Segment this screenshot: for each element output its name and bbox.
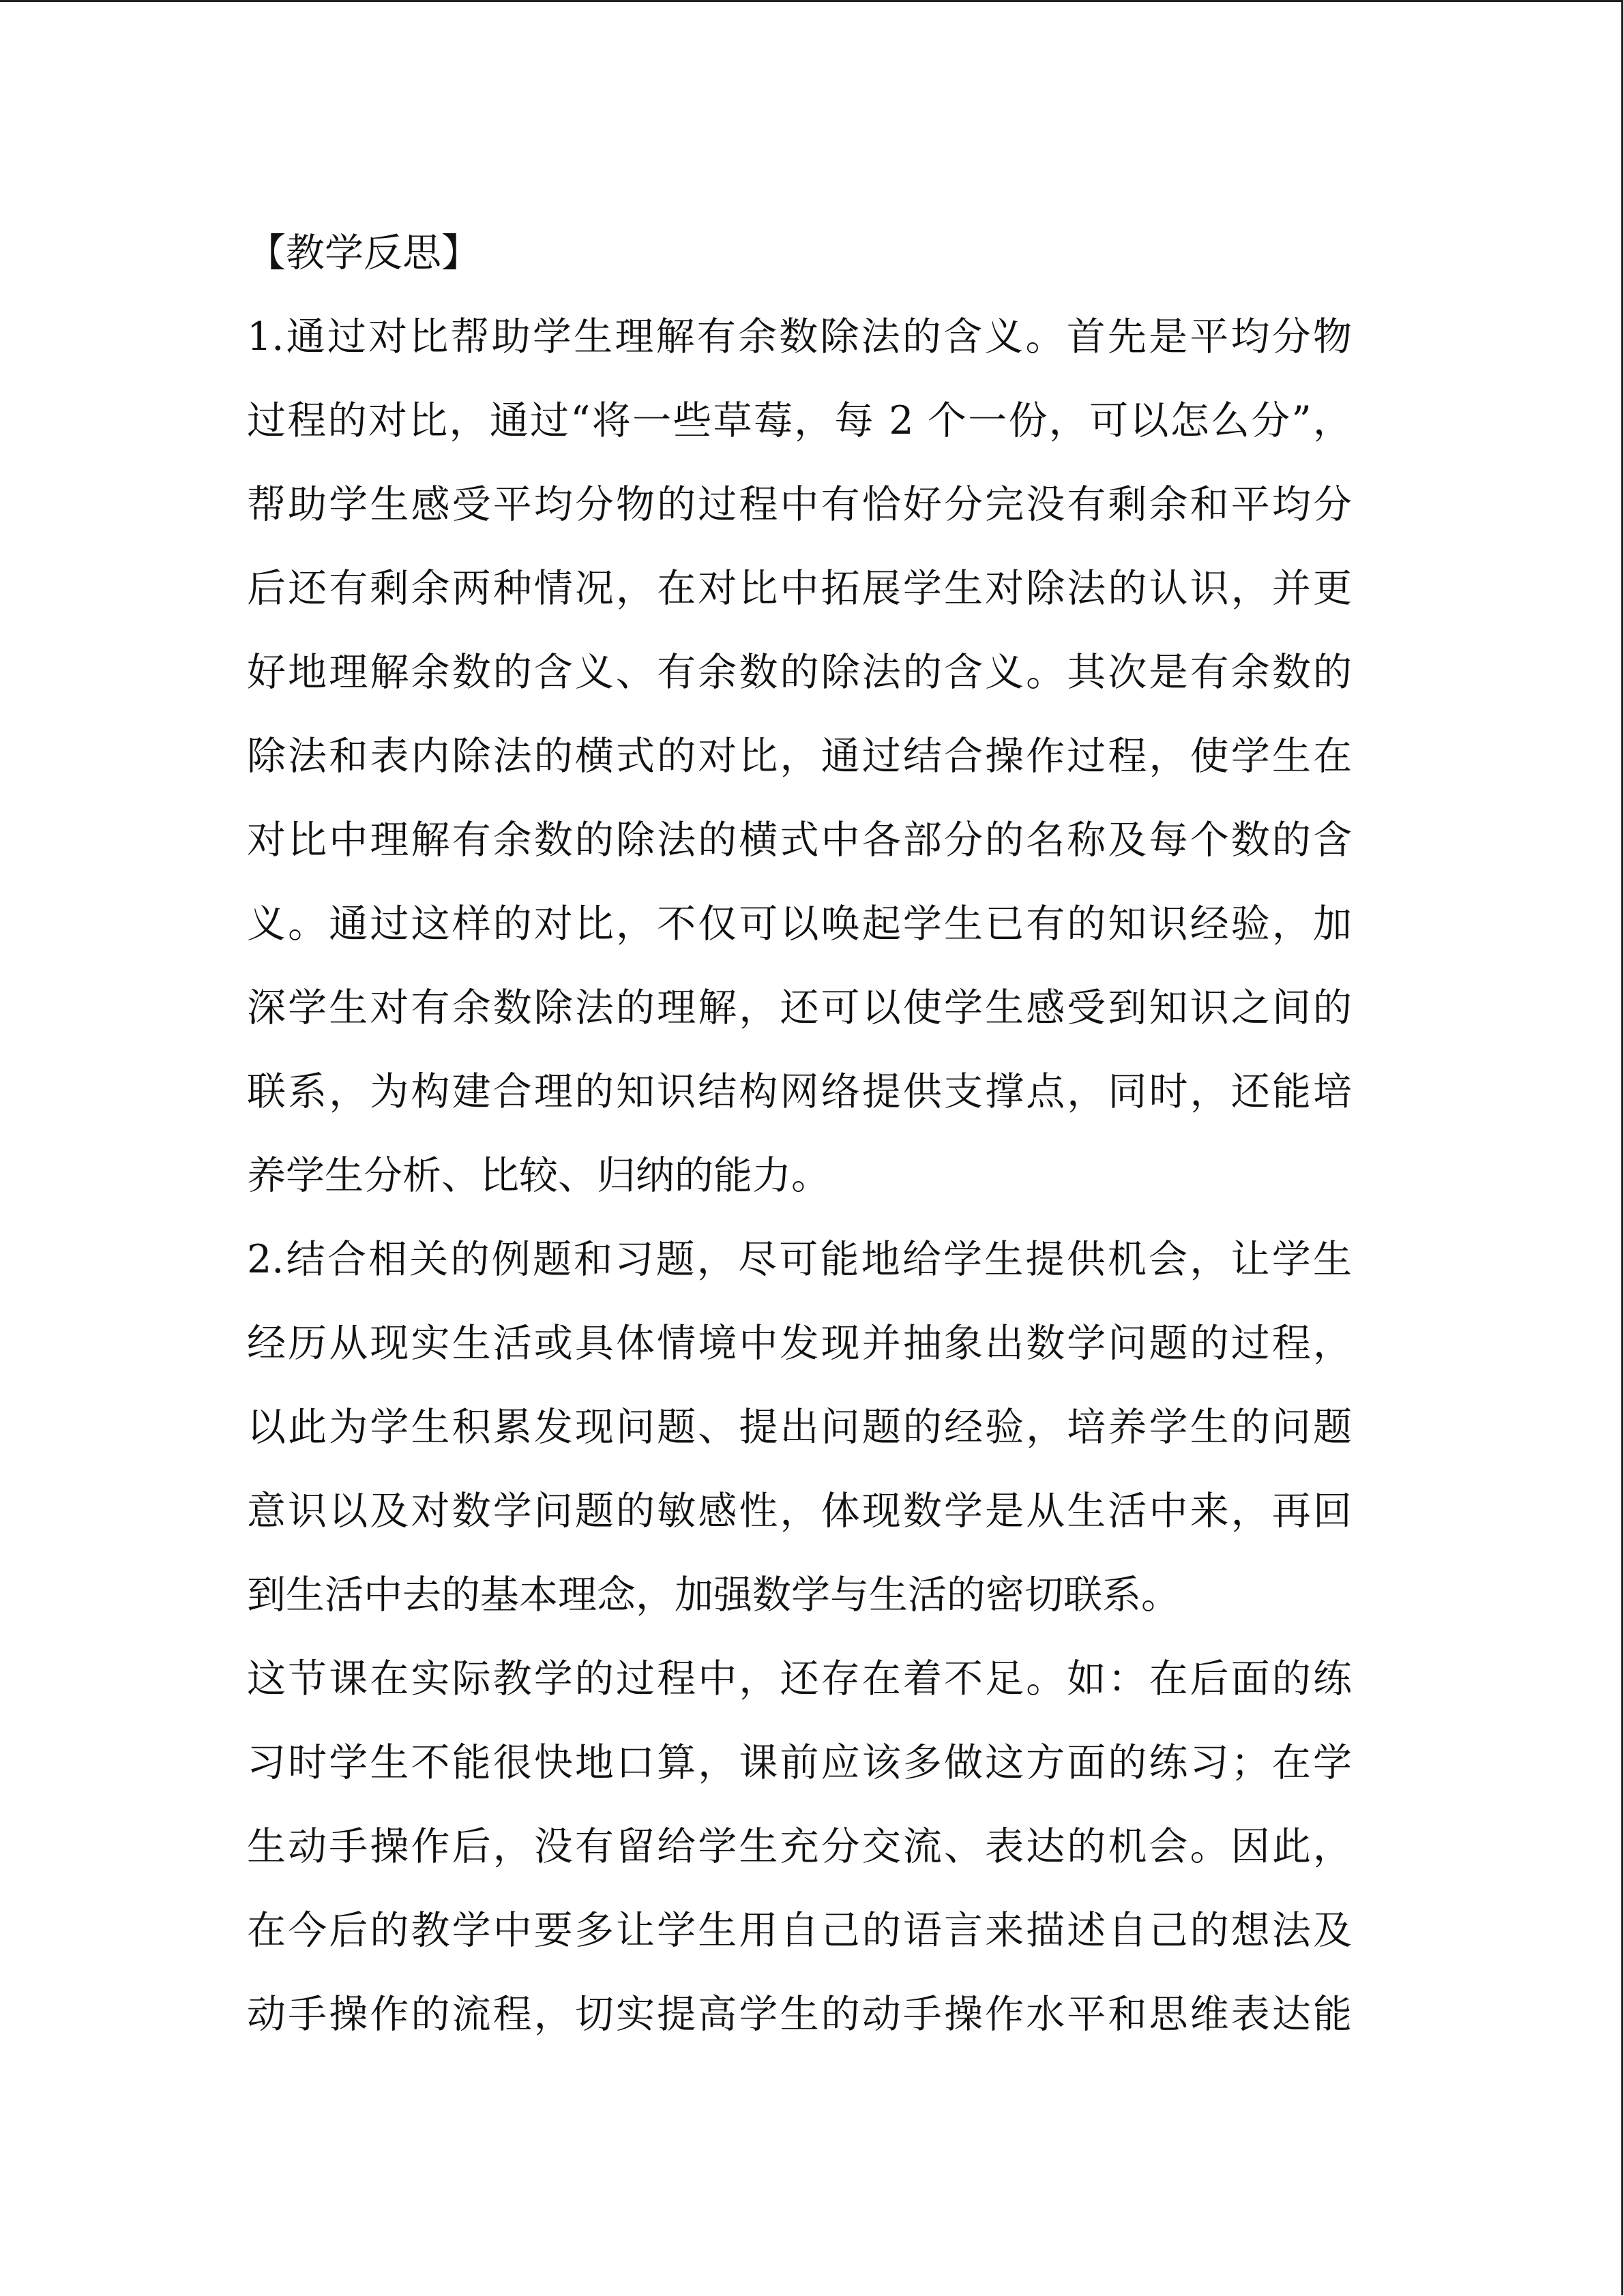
document-body: [247, 211, 1352, 2057]
text-line: 这节课在实际教学的过程中，还存在着不足。如：在后面的练: [247, 1656, 1352, 1701]
paragraph-1: [247, 295, 1352, 1218]
text-line: 过程的对比，通过“将一些草莓，每 2 个一份，可以怎么分”，: [247, 398, 1352, 443]
text-line: 义。通过这样的对比，不仅可以唤起学生已有的知识经验，加: [247, 901, 1352, 946]
text-line: 对比中理解有余数的除法的横式中各部分的名称及每个数的含: [247, 818, 1352, 863]
text-line: 到生活中去的基本理念，加强数学与生活的密切联系。: [247, 1572, 1180, 1617]
text-line: 帮助学生感受平均分物的过程中有恰好分完没有剩余和平均分: [247, 482, 1352, 527]
text-line: 好地理解余数的含义、有余数的除法的含义。其次是有余数的: [247, 650, 1352, 695]
paragraph-3: [247, 1637, 1352, 2057]
text-line: 习时学生不能很快地口算，课前应该多做这方面的练习；在学: [247, 1740, 1352, 1785]
text-line: 以此为学生积累发现问题、提出问题的经验，培养学生的问题: [247, 1405, 1352, 1450]
text-line: 生动手操作后，没有留给学生充分交流、表达的机会。因此，: [247, 1824, 1352, 1869]
section-heading: 【教学反思】: [247, 230, 480, 275]
text-line: 养学生分析、比较、归纳的能力。: [247, 1153, 830, 1198]
text-line: 后还有剩余两种情况，在对比中拓展学生对除法的认识，并更: [247, 566, 1352, 611]
text-line: 联系，为构建合理的知识结构网络提供支撑点，同时，还能培: [247, 1069, 1352, 1114]
text-line: 意识以及对数学问题的敏感性，体现数学是从生活中来，再回: [247, 1489, 1352, 1534]
text-line: 除法和表内除法的横式的对比，通过结合操作过程，使学生在: [247, 734, 1352, 779]
paragraph-2: [247, 1218, 1352, 1637]
text-line: 2.结合相关的例题和习题，尽可能地给学生提供机会，让学生: [247, 1237, 1352, 1282]
text-line: 1.通过对比帮助学生理解有余数除法的含义。首先是平均分物: [247, 314, 1352, 359]
text-line: 在今后的教学中要多让学生用自己的语言来描述自己的想法及: [247, 1908, 1352, 1953]
text-line: 深学生对有余数除法的理解，还可以使学生感受到知识之间的: [247, 985, 1352, 1030]
text-line: 动手操作的流程，切实提高学生的动手操作水平和思维表达能: [247, 1992, 1352, 2037]
text-line: 经历从现实生活或具体情境中发现并抽象出数学问题的过程，: [247, 1321, 1352, 1366]
